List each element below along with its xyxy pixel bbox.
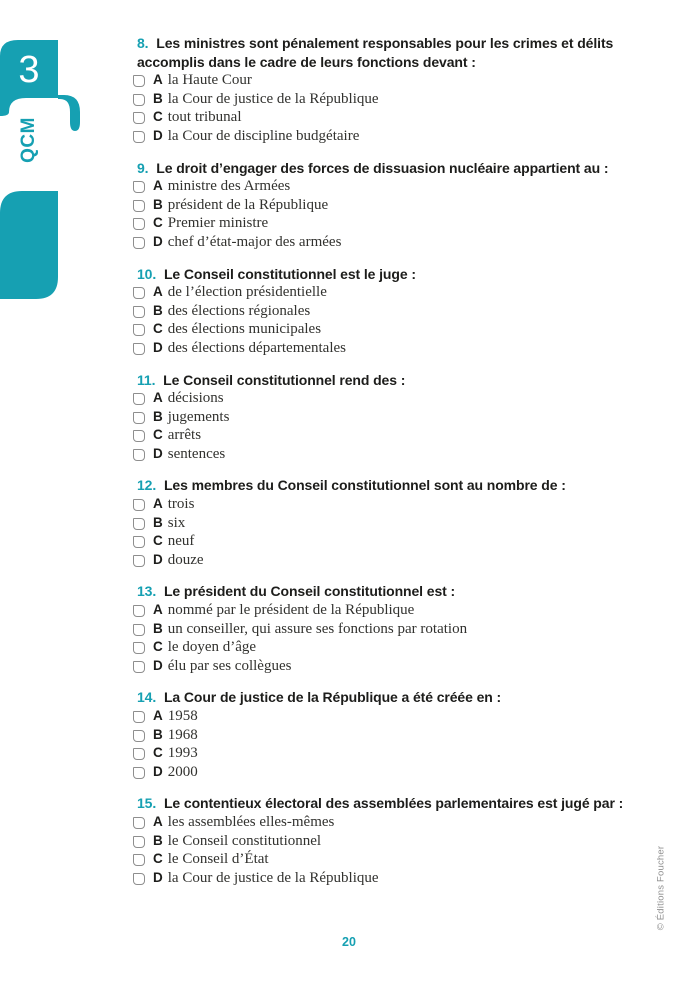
option-list (137, 177, 637, 251)
option-row (133, 445, 637, 464)
question-text: La Cour de justice de la République a été créée en : (160, 689, 502, 706)
option-row (133, 214, 637, 233)
option-letter: C (153, 639, 163, 655)
option-letter: C (153, 321, 163, 337)
question-text: Le droit d’engager des forces de dissuasion nucléaire appartient au : (152, 159, 609, 176)
answer-checkbox-icon (133, 518, 145, 530)
question-text: Les membres du Conseil constitutionnel sont au nombre de : (160, 477, 566, 494)
option-letter: D (153, 445, 163, 461)
option-letter: B (153, 726, 163, 742)
question-block (137, 582, 637, 675)
option-letter: D (153, 657, 163, 673)
option-letter: D (153, 233, 163, 249)
answer-checkbox-icon (133, 642, 145, 654)
question-number: 13. (137, 583, 157, 600)
option-letter: D (153, 763, 163, 779)
answer-checkbox-icon (133, 412, 145, 424)
option-text: décisions (167, 390, 224, 407)
option-letter: C (153, 427, 163, 443)
option-row (133, 638, 637, 657)
option-letter: D (153, 339, 163, 355)
option-row (133, 869, 637, 888)
answer-checkbox-icon (133, 324, 145, 336)
option-text: douze (167, 551, 204, 568)
answer-checkbox-icon (133, 536, 145, 548)
option-row (133, 196, 637, 215)
answer-checkbox-icon (133, 873, 145, 885)
answer-checkbox-icon (133, 181, 145, 193)
option-letter: D (153, 869, 163, 885)
option-letter: A (153, 496, 163, 512)
answer-checkbox-icon (133, 449, 145, 461)
option-text: nommé par le président de la République (167, 602, 415, 619)
option-text: la Cour de justice de la République (167, 869, 379, 886)
option-list (137, 707, 637, 781)
option-letter: B (153, 196, 163, 212)
option-list (137, 283, 637, 357)
question-number: 12. (137, 477, 157, 494)
option-text: président de la République (167, 196, 329, 213)
option-text: trois (167, 496, 195, 513)
option-letter: C (153, 109, 163, 125)
option-row (133, 320, 637, 339)
question-block (137, 688, 637, 781)
chapter-number: 3 (18, 49, 40, 91)
question-block (137, 34, 637, 146)
option-list (137, 71, 637, 145)
option-text: sentences (167, 445, 226, 462)
option-row (133, 726, 637, 745)
option-row (133, 850, 637, 869)
question-header (137, 34, 637, 71)
question-text: Le Conseil constitutionnel est le juge : (160, 265, 416, 282)
option-text: le doyen d’âge (167, 639, 257, 656)
answer-checkbox-icon (133, 555, 145, 567)
qcm-tab-corner-shape (58, 95, 80, 131)
question-text: Les ministres sont pénalement responsables pour les crimes et délits accomplis dans le cadre de leurs fonctions devant : (137, 35, 614, 70)
answer-checkbox-icon (133, 499, 145, 511)
option-list (137, 495, 637, 569)
option-text: Premier ministre (167, 215, 269, 232)
option-row (133, 495, 637, 514)
question-number: 9. (137, 159, 149, 176)
option-text: des élections municipales (167, 321, 322, 338)
option-text: neuf (167, 533, 195, 550)
option-row (133, 620, 637, 639)
option-letter: B (153, 302, 163, 318)
option-letter: B (153, 514, 163, 530)
option-letter: C (153, 533, 163, 549)
option-letter: A (153, 813, 163, 829)
answer-checkbox-icon (133, 131, 145, 143)
option-text: jugements (167, 408, 230, 425)
question-header (137, 159, 637, 178)
option-row (133, 233, 637, 252)
option-row (133, 90, 637, 109)
question-header (137, 794, 637, 813)
question-header (137, 582, 637, 601)
copyright-note: © Éditions Foucher (655, 845, 667, 931)
question-block (137, 265, 637, 358)
option-text: 1958 (167, 708, 198, 724)
question-number: 8. (137, 35, 149, 51)
question-block (137, 371, 637, 464)
question-text: Le Conseil constitutionnel rend des : (159, 371, 406, 388)
option-letter: A (153, 178, 163, 194)
option-row (133, 532, 637, 551)
option-text: six (167, 514, 186, 531)
answer-checkbox-icon (133, 306, 145, 318)
answer-checkbox-icon (133, 112, 145, 124)
question-number: 14. (137, 689, 157, 706)
option-text: 1968 (167, 726, 198, 743)
option-text: la Cour de justice de la République (167, 90, 379, 107)
option-text: 2000 (167, 763, 198, 780)
option-text: les assemblées elles-mêmes (167, 813, 335, 830)
option-list (137, 813, 637, 887)
option-row (133, 302, 637, 321)
answer-checkbox-icon (133, 200, 145, 212)
option-text: arrêts (167, 427, 202, 444)
option-letter: B (153, 620, 163, 636)
option-row (133, 339, 637, 358)
question-text: Le président du Conseil constitutionnel est : (160, 583, 456, 600)
answer-checkbox-icon (133, 748, 145, 760)
option-text: des élections départementales (167, 339, 347, 356)
option-list (137, 389, 637, 463)
answer-checkbox-icon (133, 836, 145, 848)
question-text: Le contentieux électoral des assemblées parlementaires est jugé par : (160, 795, 624, 812)
option-letter: B (153, 408, 163, 424)
option-text: le Conseil constitutionnel (167, 832, 322, 849)
question-header (137, 371, 637, 390)
answer-checkbox-icon (133, 343, 145, 355)
option-text: chef d’état-major des armées (167, 233, 342, 250)
answer-checkbox-icon (133, 393, 145, 405)
option-row (133, 283, 637, 302)
option-row (133, 763, 637, 782)
option-row (133, 71, 637, 90)
option-text: la Cour de discipline budgétaire (167, 127, 360, 144)
page-number: 20 (342, 935, 356, 949)
answer-checkbox-icon (133, 75, 145, 87)
answer-checkbox-icon (133, 287, 145, 299)
option-row (133, 127, 637, 146)
option-letter: A (153, 708, 163, 723)
question-number: 11. (137, 371, 156, 388)
option-row (133, 514, 637, 533)
option-row (133, 408, 637, 427)
question-header (137, 476, 637, 495)
option-letter: A (153, 72, 163, 88)
option-list (137, 601, 637, 675)
option-row (133, 389, 637, 408)
option-text: élu par ses collègues (167, 657, 292, 674)
option-row (133, 657, 637, 676)
qcm-section-label: QCM (18, 117, 39, 163)
option-text: un conseiller, qui assure ses fonctions par rotation (167, 620, 468, 637)
option-letter: C (153, 851, 163, 867)
answer-checkbox-icon (133, 218, 145, 230)
question-block (137, 159, 637, 252)
chapter-tab-decoration (0, 0, 90, 310)
option-row (133, 108, 637, 127)
option-text: des élections régionales (167, 302, 311, 319)
question-number: 15. (137, 795, 157, 812)
answer-checkbox-icon (133, 605, 145, 617)
questions (137, 34, 637, 900)
option-letter: C (153, 215, 163, 231)
option-row (133, 707, 637, 726)
option-text: 1993 (167, 745, 198, 762)
option-text: tout tribunal (167, 109, 242, 126)
question-block (137, 794, 637, 887)
option-text: ministre des Armées (167, 178, 291, 195)
answer-checkbox-icon (133, 711, 145, 723)
option-letter: B (153, 90, 163, 106)
option-row (133, 601, 637, 620)
question-header (137, 265, 637, 284)
answer-checkbox-icon (133, 624, 145, 636)
option-row (133, 744, 637, 763)
answer-checkbox-icon (133, 730, 145, 742)
option-text: le Conseil d’État (167, 851, 269, 868)
option-row (133, 813, 637, 832)
question-number: 10. (137, 265, 157, 282)
answer-checkbox-icon (133, 767, 145, 779)
answer-checkbox-icon (133, 661, 145, 673)
option-letter: B (153, 832, 163, 848)
option-letter: D (153, 551, 163, 567)
option-letter: A (153, 602, 163, 618)
answer-checkbox-icon (133, 854, 145, 866)
answer-checkbox-icon (133, 237, 145, 249)
option-text: de l’élection présidentielle (167, 284, 327, 301)
option-row (133, 426, 637, 445)
answer-checkbox-icon (133, 817, 145, 829)
option-letter: A (153, 390, 163, 406)
option-row (133, 551, 637, 570)
question-header (137, 688, 637, 707)
option-row (133, 177, 637, 196)
question-block (137, 476, 637, 569)
answer-checkbox-icon (133, 430, 145, 442)
option-row (133, 832, 637, 851)
lower-tab-shape (0, 191, 58, 299)
option-letter: D (153, 127, 163, 143)
option-text: la Haute Cour (167, 72, 252, 89)
answer-checkbox-icon (133, 94, 145, 106)
option-letter: C (153, 745, 163, 761)
option-letter: A (153, 284, 163, 300)
